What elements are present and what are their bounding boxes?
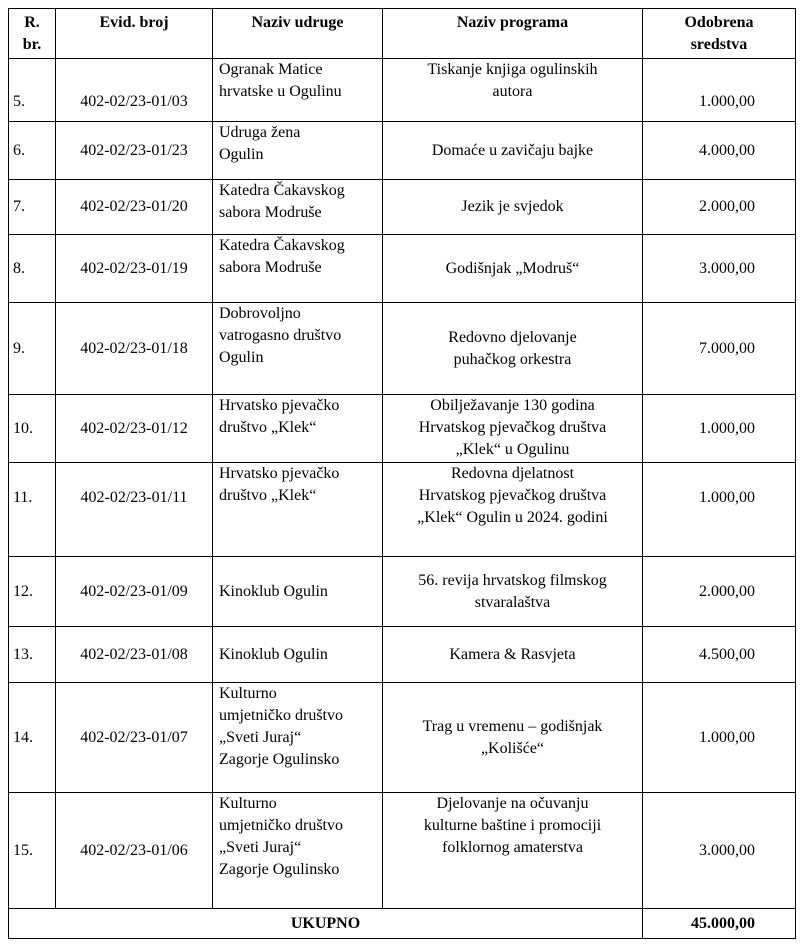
program-name: Obilježavanje 130 godina Hrvatskog pjevačkog društva „Klek“ u Ogulinu bbox=[383, 395, 643, 463]
table-row bbox=[9, 683, 796, 793]
evid-number: 402-02/23-01/19 bbox=[56, 235, 213, 303]
grants-table bbox=[8, 8, 796, 939]
approved-amount: 3.000,00 bbox=[643, 235, 796, 303]
row-number: 11. bbox=[9, 463, 56, 557]
association-name: Katedra Čakavskog sabora Modruše bbox=[213, 235, 383, 303]
approved-amount: 2.000,00 bbox=[643, 180, 796, 235]
evid-number: 402-02/23-01/08 bbox=[56, 627, 213, 683]
program-name: Jezik je svjedok bbox=[383, 180, 643, 235]
row-number: 13. bbox=[9, 627, 56, 683]
program-name: 56. revija hrvatskog filmskog stvaralaštva bbox=[383, 557, 643, 627]
approved-amount: 1.000,00 bbox=[643, 59, 796, 122]
table-row bbox=[9, 59, 796, 122]
row-number: 10. bbox=[9, 395, 56, 463]
association-name: Kinoklub Ogulin bbox=[213, 557, 383, 627]
program-name: Redovno djelovanje puhačkog orkestra bbox=[383, 303, 643, 395]
total-label: UKUPNO bbox=[9, 909, 643, 939]
total-amount: 45.000,00 bbox=[643, 909, 796, 939]
header-sredstva: Odobrena sredstva bbox=[643, 9, 796, 59]
program-name: Tiskanje knjiga ogulinskih autora bbox=[383, 59, 643, 122]
header-udruga: Naziv udruge bbox=[213, 9, 383, 59]
association-name: Kulturno umjetničko društvo „Sveti Juraj“ Zagorje Ogulinsko bbox=[213, 683, 383, 793]
header-rbr: R. br. bbox=[9, 9, 56, 59]
approved-amount: 2.000,00 bbox=[643, 557, 796, 627]
association-name: Kinoklub Ogulin bbox=[213, 627, 383, 683]
table-row bbox=[9, 627, 796, 683]
table-row bbox=[9, 180, 796, 235]
association-name: Kulturno umjetničko društvo „Sveti Juraj“ Zagorje Ogulinsko bbox=[213, 793, 383, 909]
evid-number: 402-02/23-01/12 bbox=[56, 395, 213, 463]
row-number: 5. bbox=[9, 59, 56, 122]
evid-number: 402-02/23-01/20 bbox=[56, 180, 213, 235]
program-name: Godišnjak „Modruš“ bbox=[383, 235, 643, 303]
row-number: 14. bbox=[9, 683, 56, 793]
row-number: 12. bbox=[9, 557, 56, 627]
table-row bbox=[9, 122, 796, 180]
approved-amount: 4.500,00 bbox=[643, 627, 796, 683]
association-name: Hrvatsko pjevačko društvo „Klek“ bbox=[213, 463, 383, 557]
approved-amount: 4.000,00 bbox=[643, 122, 796, 180]
program-name: Domaće u zavičaju bajke bbox=[383, 122, 643, 180]
evid-number: 402-02/23-01/09 bbox=[56, 557, 213, 627]
evid-number: 402-02/23-01/07 bbox=[56, 683, 213, 793]
header-evid: Evid. broj bbox=[56, 9, 213, 59]
approved-amount: 1.000,00 bbox=[643, 683, 796, 793]
association-name: Katedra Čakavskog sabora Modruše bbox=[213, 180, 383, 235]
association-name: Dobrovoljno vatrogasno društvo Ogulin bbox=[213, 303, 383, 395]
approved-amount: 1.000,00 bbox=[643, 463, 796, 557]
row-number: 8. bbox=[9, 235, 56, 303]
evid-number: 402-02/23-01/03 bbox=[56, 59, 213, 122]
table-row bbox=[9, 395, 796, 463]
approved-amount: 1.000,00 bbox=[643, 395, 796, 463]
program-name: Kamera & Rasvjeta bbox=[383, 627, 643, 683]
program-name: Redovna djelatnost Hrvatskog pjevačkog društva „Klek“ Ogulin u 2024. godini bbox=[383, 463, 643, 557]
program-name: Djelovanje na očuvanju kulturne baštine i promociji folklornog amaterstva bbox=[383, 793, 643, 909]
evid-number: 402-02/23-01/23 bbox=[56, 122, 213, 180]
row-number: 9. bbox=[9, 303, 56, 395]
table-row bbox=[9, 463, 796, 557]
table-row bbox=[9, 303, 796, 395]
table-row bbox=[9, 793, 796, 909]
header-row bbox=[9, 9, 796, 59]
evid-number: 402-02/23-01/18 bbox=[56, 303, 213, 395]
approved-amount: 3.000,00 bbox=[643, 793, 796, 909]
row-number: 15. bbox=[9, 793, 56, 909]
association-name: Ogranak Matice hrvatske u Ogulinu bbox=[213, 59, 383, 122]
evid-number: 402-02/23-01/06 bbox=[56, 793, 213, 909]
row-number: 7. bbox=[9, 180, 56, 235]
association-name: Hrvatsko pjevačko društvo „Klek“ bbox=[213, 395, 383, 463]
total-row bbox=[9, 909, 796, 939]
program-name: Trag u vremenu – godišnjak „Kolišće“ bbox=[383, 683, 643, 793]
approved-amount: 7.000,00 bbox=[643, 303, 796, 395]
header-program: Naziv programa bbox=[383, 9, 643, 59]
table-row bbox=[9, 235, 796, 303]
row-number: 6. bbox=[9, 122, 56, 180]
table-row bbox=[9, 557, 796, 627]
evid-number: 402-02/23-01/11 bbox=[56, 463, 213, 557]
association-name: Udruga žena Ogulin bbox=[213, 122, 383, 180]
